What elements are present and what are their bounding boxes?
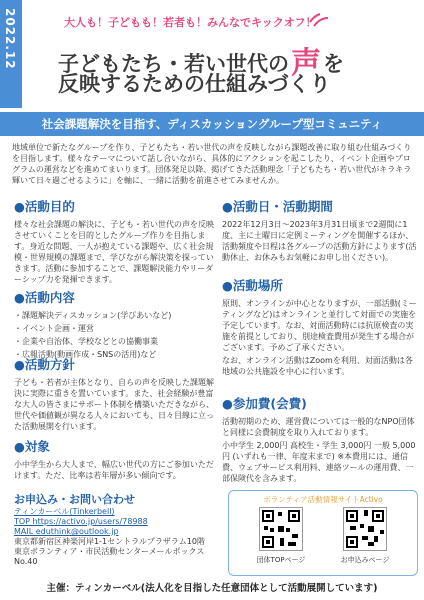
- address-line2: 東京ボランティア・市民活動センターメールボックスNo.40: [14, 547, 205, 566]
- section-heading: ●活動内容: [14, 290, 75, 305]
- section-heading: ●対象: [14, 439, 50, 454]
- section-body: 子ども・若者が主体となり、自らの声を反映した課題解決に実際に重きを置いています。また、社会経験が豊富な大人の皆さまにサポート体制を構築いただきながら、世代や価値観が異なる人々においても、日々目線に立った活動展開を行います。: [14, 378, 214, 431]
- section-body: 2022年12月3日〜2023年3月31日頃まで2週間に1度、主に土曜日に定例ミーティングを開催するほか、活動頻度や日程は各グループの活動方針によります(活動休止、お休みもお気軽にお申し出ください)。: [222, 220, 417, 262]
- section-heading: ●活動方針: [14, 357, 75, 372]
- address-line1: 東京都新宿区神楽河岸1-1セントラルプラザラム10階: [14, 537, 205, 546]
- section-heading: ●参加費(会費): [222, 396, 307, 411]
- content-list: [14, 310, 214, 360]
- qr-code-icon[interactable]: [259, 507, 303, 551]
- intro-text: 地域単位で新たなグループを作り、子どもたち・若い世代の声を反映しながら課題改善に取り組む仕組みづくりを目指します。様々なテーマについて話し合いながら、具体的にアクションを起こしたり、イベント企画やプログラムの運営などを進めてまいります。団体発足以降、掲げてきた活動理念「子どもたち・若い世代がキラキラ輝いて日々過ごせるように」を軸に、一緒に活動を前進させてみませんか。: [12, 143, 412, 185]
- year-label: 2022.12: [3, 8, 17, 70]
- fee-table: 小中学生 2,000円 高校生・学生 3,000円 一般 5,000円 (いずれも一律、年度末まで) ※本費用には、通信費、ウェブサービス利用料、連絡ツールの運用費、一部保険代を含みます。: [222, 441, 416, 483]
- section-body: 活動初期のため、運営費については一般的なNPO団体と同様に会費制度を取り入れております。: [222, 417, 415, 437]
- banner: 社会課題解決を目指す、ディスカッショングループ型コミュニティ: [0, 112, 424, 136]
- catch-copy: 大人も！子どもも！若者も！みんなでキックオフ！: [64, 16, 317, 29]
- section-target: [14, 437, 214, 481]
- section-heading: ●活動場所: [222, 278, 283, 293]
- page-title-line2: 反映するための仕組みづくり: [58, 72, 331, 96]
- footer-organizer: 主催：ティンカーベル(法人化を目指した任意団体として活動展開しています): [46, 583, 378, 594]
- activo-box: [228, 490, 418, 576]
- top-url-link[interactable]: TOP https://activo.jp/users/78988: [14, 517, 148, 526]
- qr-caption: お申込みページ: [340, 556, 390, 564]
- section-heading: ●活動目的: [14, 199, 75, 214]
- list-item: ・広報活動(動画作成・SNSの活用)など: [14, 350, 157, 359]
- year-tab: [0, 0, 22, 108]
- voice-marks-icon: [306, 8, 332, 28]
- section-body: 原則、オンラインが中心となりますが、一部活動(ミーティングなど)はオンラインと並行して対面での実施を予定しています。なお、対面活動時には抗原検査の実施を前提としており、別途検査費用が発生する場合がございます。予めご了承ください。: [222, 299, 417, 352]
- title-part1: 子どもたち・若い世代の: [58, 52, 289, 76]
- mail-link[interactable]: MAIL eduthink@outlook.jp: [14, 527, 119, 536]
- list-item: ・課題解決ディスカッション(学びあいなど): [14, 311, 172, 320]
- contact-heading: お申込み・お問い合わせ: [14, 493, 135, 506]
- org-link[interactable]: ティンカーベル(Tinkerbell): [14, 507, 115, 516]
- title-part2: を: [323, 52, 344, 76]
- section-body: なお、オンライン活動はZoomを利用、対面活動は各地域の公共施設を中心に行います。: [222, 356, 413, 376]
- title-koe: 声: [291, 46, 321, 81]
- section-body: 小中学生から大人まで、幅広い世代の方にご参加いただけます。ただ、比率は若年層が多い傾向です。: [14, 460, 214, 480]
- contact-block: [14, 507, 224, 567]
- list-item: ・イベント企画・運営: [14, 324, 94, 333]
- section-period: [222, 197, 418, 263]
- qr-code-icon[interactable]: [343, 507, 387, 551]
- section-place: [222, 276, 418, 379]
- section-fee: [222, 394, 418, 486]
- list-item: ・企業や自治体、学校などとの協働事業: [14, 337, 158, 346]
- qr-caption: 団体TOPページ: [256, 556, 306, 564]
- section-policy: [14, 355, 214, 432]
- section-body: 様々な社会課題の解決に、子ども・若い世代の声を反映させていくことを目的としたグループ作りを目指します。身近な問題、一人が抱えている課題や、広く社会規模・世界規模の課題まで、学びながら解決策を探っていきます。活動に参加することで、課題解決能力やリーダーシップ力を発揮できます。: [14, 220, 214, 284]
- activo-title: ボランティア活動情報サイトActivo: [263, 495, 383, 504]
- section-heading: ●活動日・活動期間: [222, 199, 333, 214]
- section-purpose: [14, 197, 214, 285]
- section-content: [14, 288, 214, 362]
